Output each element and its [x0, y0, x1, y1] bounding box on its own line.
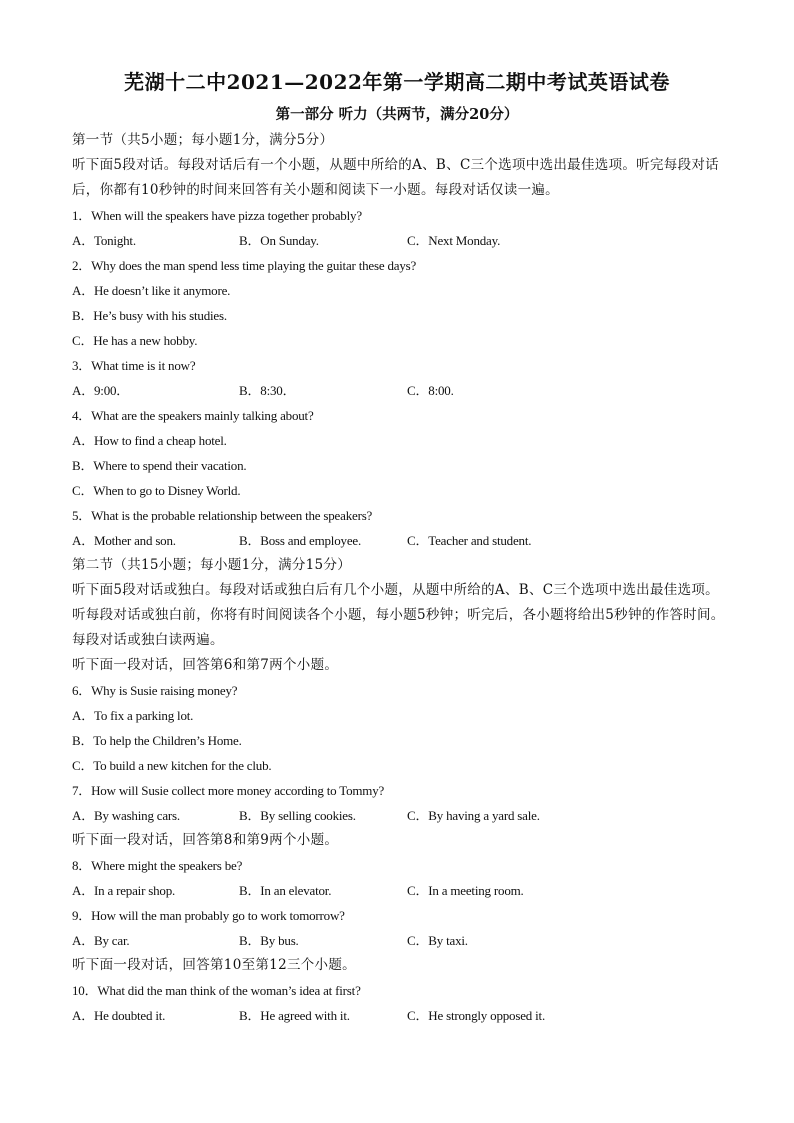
- question-stem: 10．What did the man think of the woman’s idea at first?: [72, 983, 361, 998]
- option-a: A．He doesn’t like it anymore.: [72, 283, 231, 298]
- question-stem: 9．How will the man probably go to work tomorrow?: [72, 908, 345, 923]
- group-intro: 听下面一段对话，回答第10至第12三个小题。: [72, 957, 356, 973]
- option-a: A．Tonight.: [72, 233, 136, 248]
- option-a: A．By car.: [72, 933, 130, 948]
- option-c: C．He strongly opposed it.: [407, 1008, 545, 1023]
- options-row: [72, 1003, 727, 1028]
- options-row: [72, 803, 727, 828]
- section-1-heading: 第一节（共5小题；每小题1分，满分5分）: [72, 132, 334, 148]
- group-intro: 听下面一段对话，回答第8和第9两个小题。: [72, 832, 339, 848]
- part-heading: 第一部分 听力（共两节，满分20分）: [275, 106, 519, 123]
- option-b: B．On Sunday.: [239, 233, 319, 248]
- option-b: B．He’s busy with his studies.: [72, 308, 227, 323]
- option-b: B．By bus.: [239, 933, 299, 948]
- question-stem: 4．What are the speakers mainly talking about?: [72, 408, 314, 423]
- question-stem: 3．What time is it now?: [72, 358, 196, 373]
- section-2-instructions: 听下面5段对话或独白。每段对话或独白后有几个小题，从题中所给的A、B、C三个选项中选出最佳选项。听每段对话或独白前，你将有时间阅读各个小题，每小题5秒钟；听完后，各小题将给出5秒钟的作答时间。每段对话或独白读两遍。: [72, 582, 725, 648]
- option-c: C．By taxi.: [407, 933, 468, 948]
- options-row: [72, 928, 727, 953]
- exam-title: 芜湖十二中2021—2022年第一学期高二期中考试英语试卷: [124, 70, 670, 94]
- question-stem: 1．When will the speakers have pizza together probably?: [72, 208, 362, 223]
- option-b: B．8:30．: [239, 383, 296, 398]
- section-1-instructions: 听下面5段对话。每段对话后有一个小题，从题中所给的A、B、C三个选项中选出最佳选项。听完每段对话后，你都有10秒钟的时间来回答有关小题和阅读下一小题。每段对话仅读一遍。: [72, 157, 719, 198]
- option-b: B．By selling cookies.: [239, 808, 356, 823]
- question-stem: 2．Why does the man spend less time playing the guitar these days?: [72, 258, 417, 273]
- option-c: C．By having a yard sale.: [407, 808, 540, 823]
- option-c: C．To build a new kitchen for the club.: [72, 758, 272, 773]
- exam-body: [72, 128, 727, 1028]
- option-a: A．He doubted it.: [72, 1008, 166, 1023]
- option-b: B．Where to spend their vacation.: [72, 458, 247, 473]
- option-a: A．In a repair shop.: [72, 883, 176, 898]
- question-stem: 5．What is the probable relationship between the speakers?: [72, 508, 373, 523]
- option-b: B．Boss and employee.: [239, 533, 362, 548]
- option-c: C．In a meeting room.: [407, 883, 524, 898]
- option-c: C．8:00.: [407, 383, 454, 398]
- options-row: [72, 378, 727, 403]
- question-stem: 8．Where might the speakers be?: [72, 858, 243, 873]
- option-b: B．To help the Children’s Home.: [72, 733, 242, 748]
- option-a: A．9:00．: [72, 383, 130, 398]
- option-c: C．When to go to Disney World.: [72, 483, 241, 498]
- options-row: [72, 878, 727, 903]
- option-b: B．In an elevator.: [239, 883, 332, 898]
- option-c: C．Teacher and student.: [407, 533, 532, 548]
- group-intro: 听下面一段对话，回答第6和第7两个小题。: [72, 657, 339, 673]
- option-a: A．Mother and son.: [72, 533, 176, 548]
- option-c: C．Next Monday.: [407, 233, 501, 248]
- option-a: A．To fix a parking lot.: [72, 708, 194, 723]
- option-b: B．He agreed with it.: [239, 1008, 350, 1023]
- option-a: A．How to find a cheap hotel.: [72, 433, 227, 448]
- options-row: [72, 228, 727, 253]
- question-stem: 6．Why is Susie raising money?: [72, 683, 238, 698]
- option-c: C．He has a new hobby.: [72, 333, 198, 348]
- option-a: A．By washing cars.: [72, 808, 180, 823]
- question-stem: 7．How will Susie collect more money according to Tommy?: [72, 783, 385, 798]
- section-2-heading: 第二节（共15小题；每小题1分，满分15分）: [72, 557, 352, 573]
- options-row: [72, 528, 727, 553]
